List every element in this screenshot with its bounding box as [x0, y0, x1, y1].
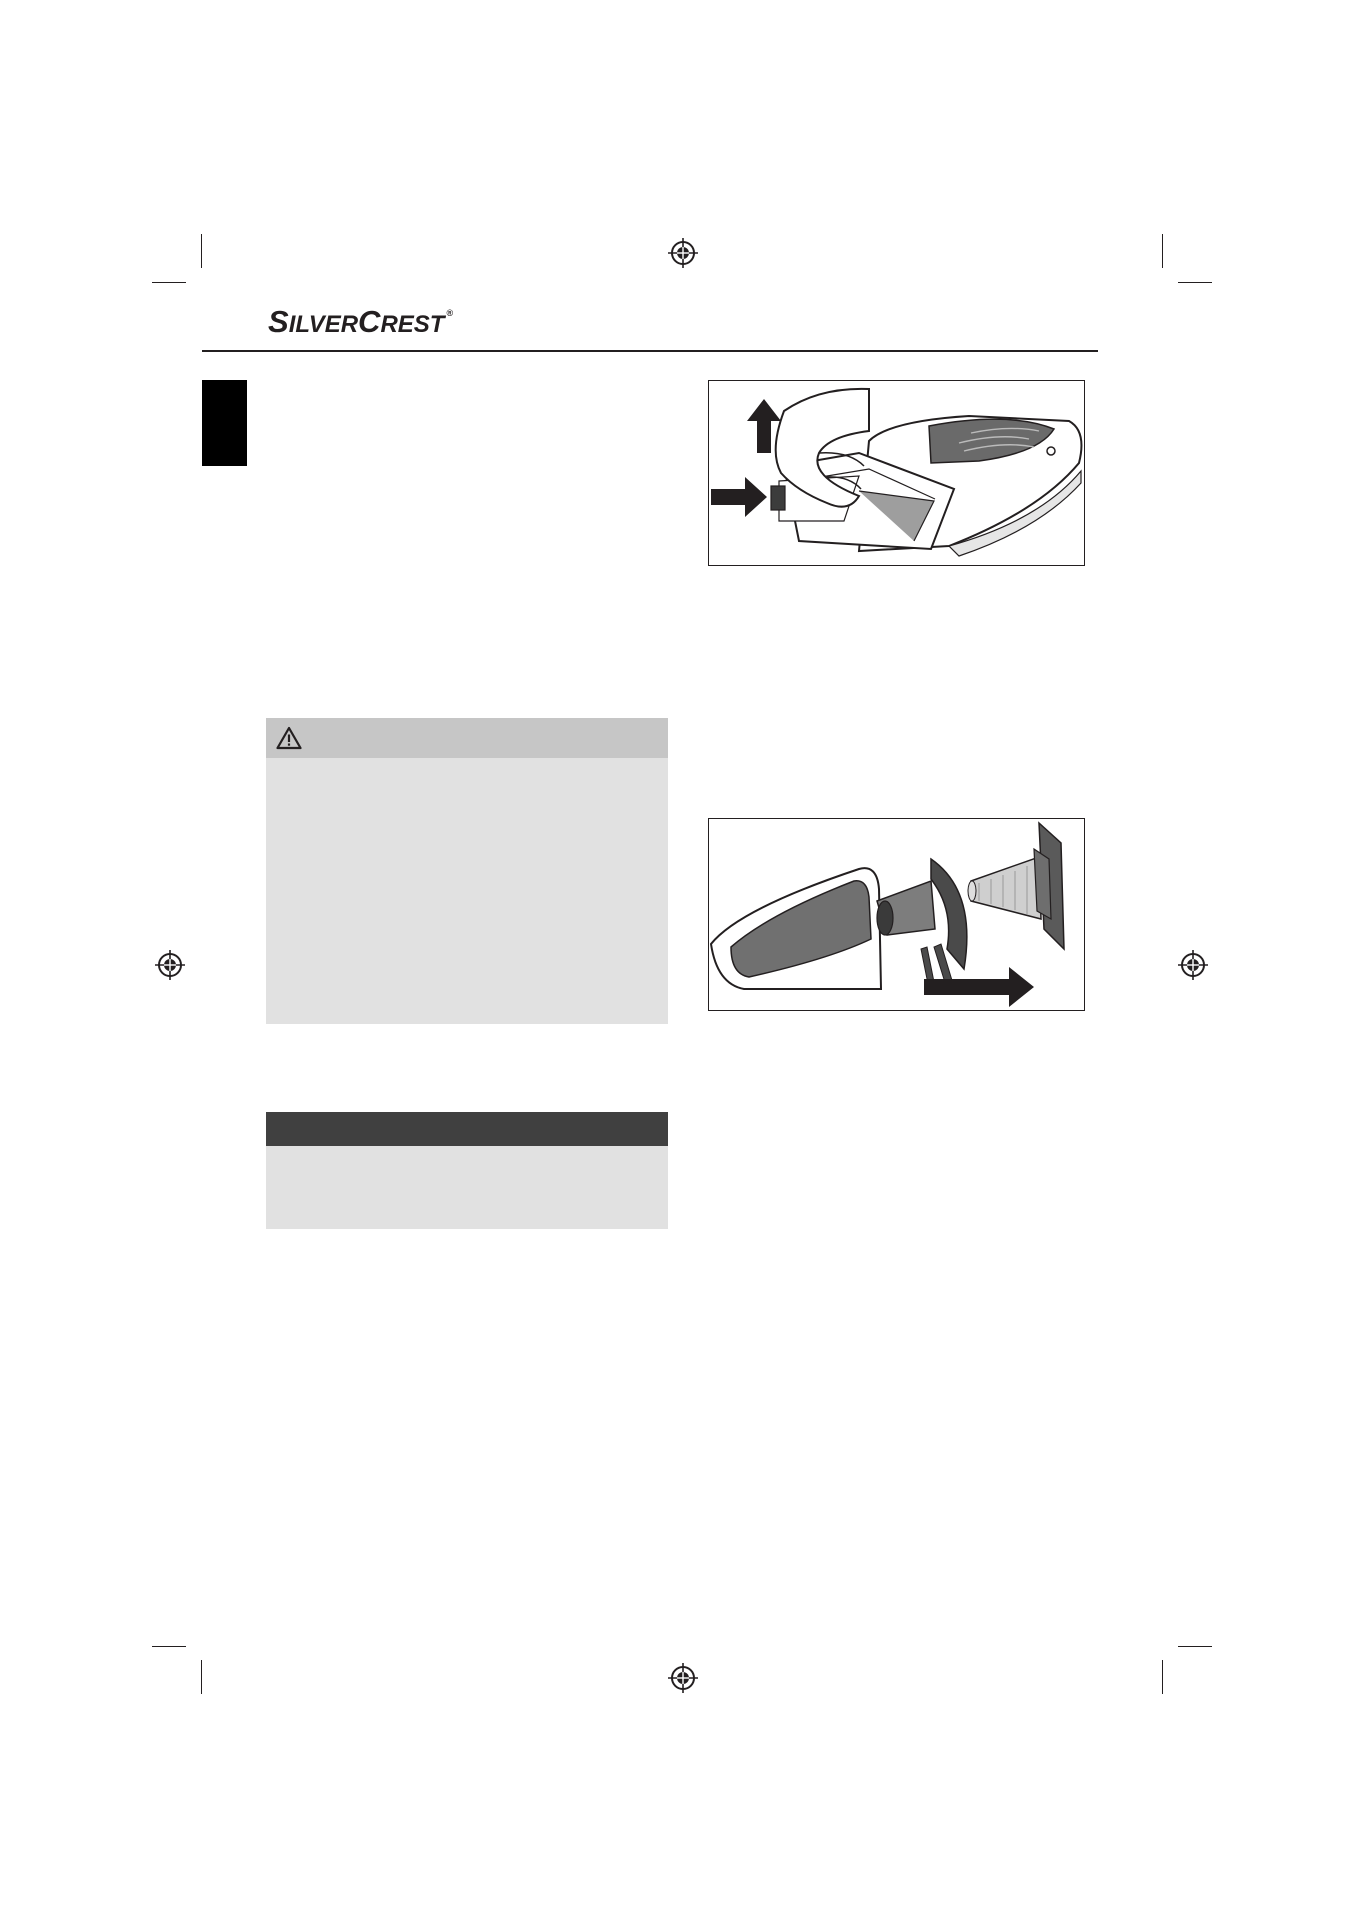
crop-mark-top-right-horizontal — [1178, 282, 1212, 283]
warning-triangle-icon — [276, 726, 302, 750]
illustration-filter-removal — [709, 819, 1084, 1010]
language-tab — [202, 380, 247, 466]
registration-crosshair-icon — [668, 238, 698, 268]
crop-mark-bottom-left-horizontal — [152, 1646, 186, 1647]
warning-panel — [266, 718, 668, 1024]
note-panel — [266, 1112, 668, 1229]
note-header — [266, 1112, 668, 1146]
figure-remove-dust-container — [708, 380, 1085, 566]
crop-mark-top-left-horizontal — [152, 282, 186, 283]
brand-logo: SILVERCREST ® — [268, 304, 454, 339]
crop-mark-bottom-right-vertical — [1162, 1660, 1163, 1694]
registration-crosshair-icon — [668, 1663, 698, 1693]
warning-header — [266, 718, 668, 758]
illustration-dust-container-release — [709, 381, 1084, 565]
registration-crosshair-icon — [1178, 950, 1208, 980]
crop-mark-bottom-left-vertical — [201, 1660, 202, 1694]
crop-mark-top-left-vertical — [201, 234, 202, 268]
registration-crosshair-icon — [155, 950, 185, 980]
figure-remove-filters — [708, 818, 1085, 1011]
crop-mark-top-right-vertical — [1162, 234, 1163, 268]
header-rule — [202, 350, 1098, 352]
crop-mark-bottom-right-horizontal — [1178, 1646, 1212, 1647]
